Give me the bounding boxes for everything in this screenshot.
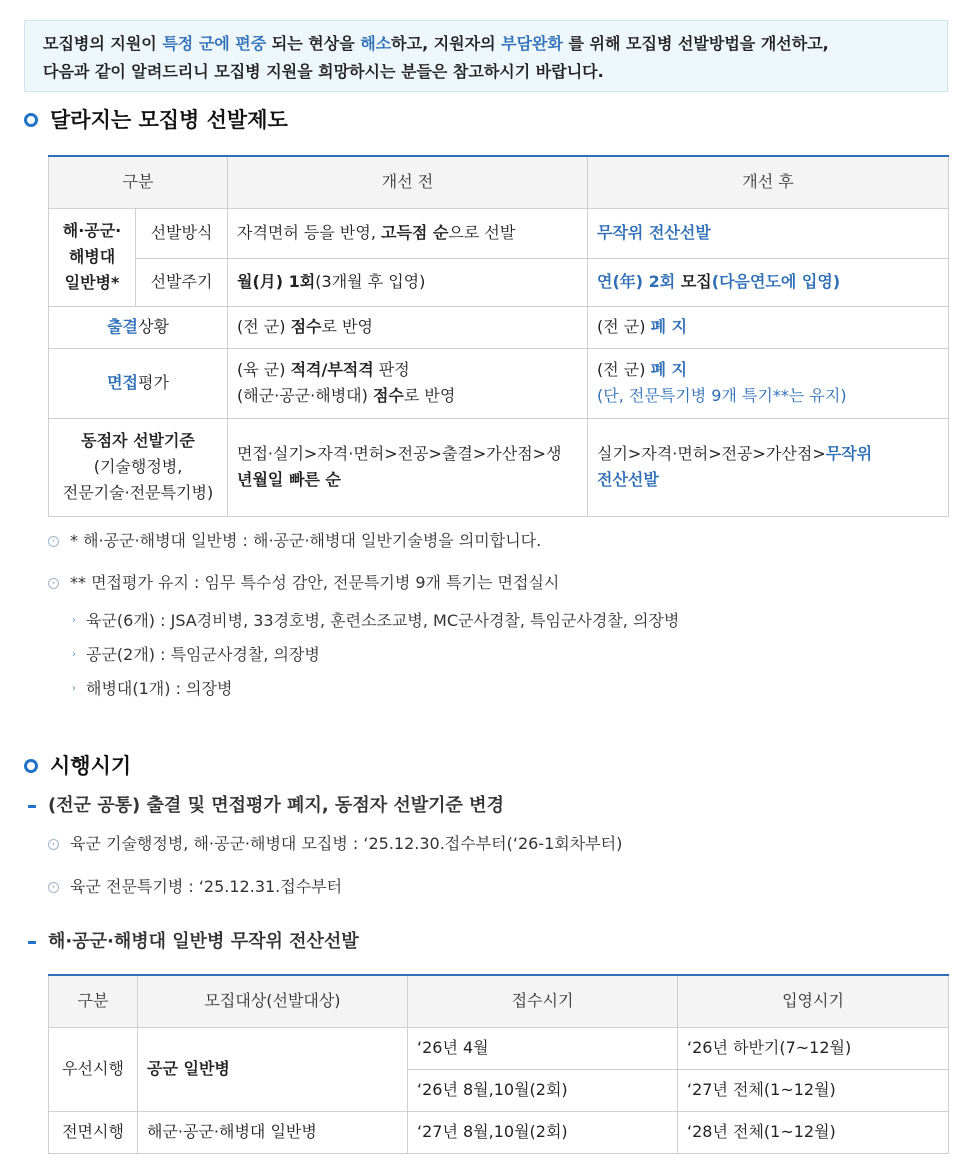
sub-footnote-text: 공군(2개) : 특임군사경찰, 의장병 — [86, 645, 320, 664]
cell-text: 판정 — [373, 360, 410, 379]
header-cell: 모집대상(선발대상) — [138, 975, 408, 1027]
sub-footnote-text: 육군(6개) : JSA경비병, 33경호병, 훈련소조교병, MC군사경찰, 특임군사경찰, 의장병 — [86, 611, 680, 630]
receipt-cell: ‘26년 4월 — [408, 1027, 678, 1069]
intro-line-1 — [43, 30, 929, 58]
intro-text: 하고, 지원자의 — [391, 34, 502, 53]
cell-line: (단, 전문특기병 9개 특기**는 유지) — [597, 386, 847, 405]
dash-bullet-icon — [28, 805, 36, 808]
cell-text: 상황 — [138, 317, 169, 336]
row-label-cell: 선발방식 — [136, 208, 228, 258]
cell-line — [237, 383, 578, 409]
row-label-cell — [49, 306, 228, 348]
intro-text: 되는 현상을 — [266, 34, 361, 53]
intro-highlight: 특정 군에 편중 — [162, 34, 267, 53]
table-row — [49, 418, 949, 516]
cell-text: 실기>자격·면허>전공>가산점> — [597, 444, 826, 463]
intro-highlight: 해소 — [360, 34, 392, 53]
schedule-item-text: 육군 기술행정병, 해·공군·해병대 모집병 : ‘25.12.30.접수부터(‘26-1회차부터) — [70, 834, 623, 853]
table-row — [49, 306, 949, 348]
cell-text: (전 군) — [597, 360, 651, 379]
target-cell: 해군·공군·해병대 일반병 — [138, 1111, 408, 1153]
sub-footnote — [72, 678, 232, 700]
row-label-cell: 선발주기 — [136, 258, 228, 306]
table-row — [49, 1027, 949, 1069]
header-cell: 구분 — [49, 156, 228, 208]
dash-bullet-icon — [28, 941, 36, 944]
table-header-row — [49, 156, 949, 208]
circle-arrow-bullet-icon: › — [48, 882, 59, 893]
before-cell — [228, 258, 588, 306]
entry-cell: ‘26년 하반기(7~12월) — [678, 1027, 949, 1069]
receipt-cell: ‘26년 8월,10월(2회) — [408, 1069, 678, 1111]
cell-line: 전산선발 — [597, 470, 659, 489]
ring-bullet-icon — [24, 759, 38, 773]
row-label-cell — [49, 418, 228, 516]
cell-text-highlight: 폐 지 — [650, 317, 688, 336]
intro-highlight: 부담완화 — [501, 34, 563, 53]
intro-line-2: 다음과 같이 알려드리니 모집병 지원을 희망하시는 분들은 참고하시기 바랍니다. — [43, 62, 604, 81]
after-cell — [588, 418, 949, 516]
cell-text: (3개월 후 입영) — [315, 272, 426, 291]
cell-text-highlight: 연(年) 2회 — [597, 272, 676, 291]
section-title — [24, 106, 288, 134]
header-cell: 입영시기 — [678, 975, 949, 1027]
table-header-row — [49, 975, 949, 1027]
gubun-cell: 우선시행 — [49, 1027, 138, 1111]
sub-section-title-text: (전군 공통) 출결 및 면접평가 폐지, 동점자 선발기준 변경 — [48, 795, 504, 816]
header-cell: 접수시기 — [408, 975, 678, 1027]
cell-text: 로 반영 — [403, 386, 456, 405]
cell-line: 전문기술·전문특기병) — [62, 483, 214, 502]
group-label-line: 해병대 — [68, 247, 116, 266]
cell-text: 평가 — [138, 373, 169, 392]
header-cell: 개선 전 — [228, 156, 588, 208]
cell-text: 으로 선발 — [448, 223, 516, 242]
cell-text: (전 군) — [597, 317, 651, 336]
cell-text-bold: 적격/부적격 — [290, 360, 374, 379]
cell-text: 자격면허 등을 반영, — [237, 223, 382, 242]
cell-text-bold: 고득점 순 — [381, 223, 449, 242]
after-cell — [588, 348, 949, 418]
cell-line: (기술행정병, — [93, 457, 183, 476]
group-label-line: 해·공군· — [62, 221, 122, 240]
after-cell — [588, 306, 949, 348]
cell-text: (육 군) — [237, 360, 291, 379]
selection-system-table — [48, 155, 949, 517]
schedule-item — [48, 876, 342, 898]
entry-cell: ‘28년 전체(1~12월) — [678, 1111, 949, 1153]
cell-text-bold: 월(月) 1회 — [237, 272, 316, 291]
receipt-cell: ‘27년 8월,10월(2회) — [408, 1111, 678, 1153]
table-row — [49, 1111, 949, 1153]
table-row — [49, 258, 949, 306]
cell-text-highlight: (다음연도에 입영) — [711, 272, 841, 291]
section-title-text: 달라지는 모집병 선발제도 — [50, 108, 288, 132]
footnote-text: * 해·공군·해병대 일반병 : 해·공군·해병대 일반기술병을 의미합니다. — [70, 531, 542, 550]
cell-text-highlight: 면접 — [107, 373, 138, 392]
after-cell — [588, 258, 949, 306]
cell-text-highlight: 무작위 — [825, 444, 873, 463]
cell-text: (전 군) — [237, 317, 291, 336]
schedule-item-text: 육군 전문특기병 : ‘25.12.31.접수부터 — [70, 877, 343, 896]
cell-line: 면접·실기>자격·면허>전공>출결>가산점>생 — [237, 444, 562, 463]
cell-line: 동점자 선발기준 — [81, 431, 195, 450]
cell-line — [237, 357, 578, 383]
table-row — [49, 348, 949, 418]
after-cell: 무작위 전산선발 — [588, 208, 949, 258]
cell-line — [597, 441, 939, 467]
before-cell — [228, 208, 588, 258]
cell-line: 년월일 빠른 순 — [237, 470, 341, 489]
cell-text-highlight: 출결 — [107, 317, 138, 336]
row-label-cell — [49, 348, 228, 418]
circle-arrow-bullet-icon: › — [48, 839, 59, 850]
cell-text-bold: 점수 — [290, 317, 322, 336]
chevron-right-icon: › — [72, 683, 76, 694]
before-cell — [228, 418, 588, 516]
intro-text: 를 위해 모집병 선발방법을 개선하고, — [562, 34, 829, 53]
intro-text: 모집병의 지원이 — [43, 34, 163, 53]
entry-cell: ‘27년 전체(1~12월) — [678, 1069, 949, 1111]
schedule-item — [48, 833, 622, 855]
group-label-line: 일반병* — [64, 273, 120, 292]
section-title — [24, 752, 131, 780]
cell-text-highlight: 폐 지 — [650, 360, 688, 379]
cell-text-bold: 모집 — [675, 272, 712, 291]
circle-arrow-bullet-icon: › — [48, 536, 59, 547]
sub-footnote-text: 해병대(1개) : 의장병 — [86, 679, 233, 698]
cell-text: (해군·공군·해병대) — [237, 386, 373, 405]
section-title-text: 시행시기 — [50, 754, 132, 778]
table-row — [49, 208, 949, 258]
before-cell — [228, 348, 588, 418]
footnote — [48, 530, 541, 552]
group-label-cell — [49, 208, 136, 306]
chevron-right-icon: › — [72, 649, 76, 660]
footnote — [48, 572, 559, 594]
cell-text-bold: 점수 — [372, 386, 404, 405]
intro-notice — [24, 20, 948, 92]
target-cell: 공군 일반병 — [138, 1027, 408, 1111]
sub-section-title — [28, 929, 359, 955]
sub-footnote — [72, 644, 320, 666]
schedule-table — [48, 974, 949, 1154]
circle-arrow-bullet-icon: › — [48, 578, 59, 589]
before-cell — [228, 306, 588, 348]
sub-section-title — [28, 793, 504, 819]
gubun-cell: 전면시행 — [49, 1111, 138, 1153]
ring-bullet-icon — [24, 113, 38, 127]
sub-section-title-text: 해·공군·해병대 일반병 무작위 전산선발 — [48, 931, 359, 952]
footnote-text: ** 면접평가 유지 : 임무 특수성 감안, 전문특기병 9개 특기는 면접실시 — [70, 573, 560, 592]
chevron-right-icon: › — [72, 615, 76, 626]
header-cell: 구분 — [49, 975, 138, 1027]
cell-text: 로 반영 — [321, 317, 373, 336]
header-cell: 개선 후 — [588, 156, 949, 208]
sub-footnote — [72, 610, 679, 632]
cell-line — [597, 357, 939, 383]
